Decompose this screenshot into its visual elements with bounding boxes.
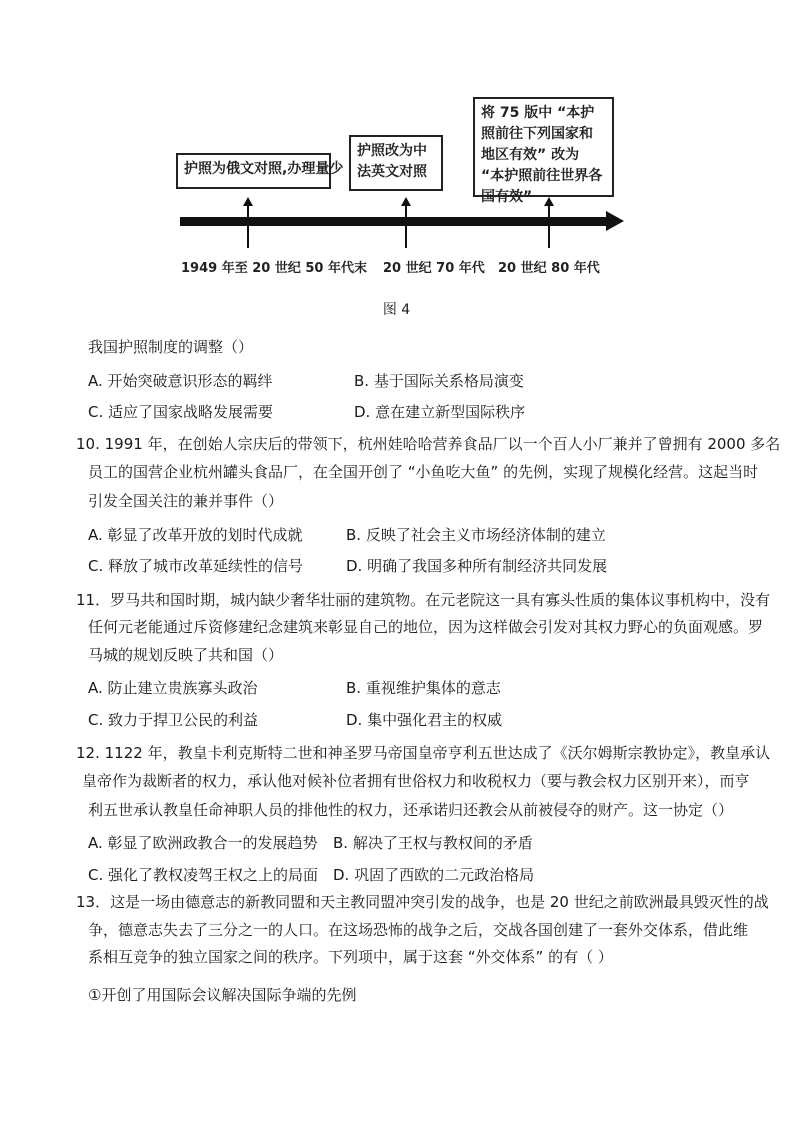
timeline-axis	[180, 217, 608, 226]
timeline-box-2: 护照改为中法英文对照	[349, 135, 443, 191]
q9-stem: 我国护照制度的调整（）	[88, 338, 254, 356]
q12-option-c: C. 强化了教权凌驾王权之上的局面	[88, 866, 319, 884]
timeline-box-1: 护照为俄文对照,办理量少	[176, 153, 331, 189]
q11-option-c: C. 致力于捍卫公民的利益	[88, 711, 259, 729]
q10-option-b: B. 反映了社会主义市场经济体制的建立	[346, 526, 606, 544]
q10-option-d: D. 明确了我国多种所有制经济共同发展	[346, 557, 608, 575]
q13-line-2: 争，德意志失去了三分之一的人口。在这场恐怖的战争之后，交战各国创建了一套外交体系，借此维	[88, 921, 749, 939]
q11-option-d: D. 集中强化君主的权威	[346, 711, 503, 729]
q10-line-2: 员工的国营企业杭州罐头食品厂，在全国开创了 “小鱼吃大鱼” 的先例，实现了规模化经营。这起当时	[88, 463, 759, 481]
q10-line-3: 引发全国关注的兼并事件（）	[88, 492, 284, 510]
tick-2	[405, 226, 407, 248]
timeline-box-3: 将 75 版中 “本护照前往下列国家和地区有效” 改为 “本护照前往世界各国有效”	[473, 97, 614, 197]
timeline-arrow-icon	[606, 211, 624, 231]
q13-line-3: 系相互竞争的独立国家之间的秩序。下列项中，属于这套 “外交体系” 的有（ ）	[88, 948, 613, 966]
q9-option-b: B. 基于国际关系格局演变	[354, 372, 524, 390]
tick-3	[548, 226, 550, 248]
q11-line-3: 马城的规划反映了共和国（）	[88, 646, 284, 664]
q9-option-c: C. 适应了国家战略发展需要	[88, 403, 274, 421]
q12-option-b: B. 解决了王权与教权间的矛盾	[333, 834, 533, 852]
q11-line-2: 任何元老能通过斥资修建纪念建筑来彰显自己的地位，因为这样做会引发对其权力野心的负面观感。罗	[88, 618, 764, 636]
tick-1	[247, 226, 249, 248]
q11-option-b: B. 重视维护集体的意志	[346, 679, 501, 697]
q12-line-3: 利五世承认教皇任命神职人员的排他性的权力，还承诺归还教会从前被侵夺的财产。这一协定（）	[88, 801, 734, 819]
q10-line-1: 10. 1991 年，在创始人宗庆后的带领下，杭州娃哈哈营养食品厂以一个百人小厂兼并了曾拥有 2000 多名	[76, 435, 781, 453]
q10-option-a: A. 彰显了改革开放的划时代成就	[88, 526, 303, 544]
q11-line-1: 11．罗马共和国时期，城内缺少奢华壮丽的建筑物。在元老院这一具有寡头性质的集体议事机构中，没有	[76, 591, 771, 609]
period-label-2: 20 世纪 70 年代	[383, 261, 485, 276]
q9-option-a: A. 开始突破意识形态的羁绊	[88, 372, 273, 390]
q12-option-d: D. 巩固了西欧的二元政治格局	[333, 866, 535, 884]
q11-option-a: A. 防止建立贵族寡头政治	[88, 679, 258, 697]
q13-item-1: ①开创了用国际会议解决国际争端的先例	[88, 986, 357, 1004]
period-label-3: 20 世纪 80 年代	[498, 261, 600, 276]
period-label-1: 1949 年至 20 世纪 50 年代末	[181, 261, 367, 276]
q9-option-d: D. 意在建立新型国际秩序	[354, 403, 526, 421]
q12-option-a: A. 彰显了欧洲政教合一的发展趋势	[88, 834, 318, 852]
q13-line-1: 13．这是一场由德意志的新教同盟和天主教同盟冲突引发的战争，也是 20 世纪之前欧洲最具毁灭性的战	[76, 893, 769, 911]
timeline-figure	[0, 0, 793, 330]
q10-option-c: C. 释放了城市改革延续性的信号	[88, 557, 304, 575]
q12-line-2: 皇帝作为裁断者的权力，承认他对候补位者拥有世俗权力和收税权力（要与教会权力区别开来），而亨	[82, 772, 750, 790]
figure-caption: 图 4	[382, 302, 411, 318]
q12-line-1: 12. 1122 年，教皇卡利克斯特二世和神圣罗马帝国皇帝亨利五世达成了《沃尔姆斯宗教协定》，教皇承认	[76, 744, 771, 762]
